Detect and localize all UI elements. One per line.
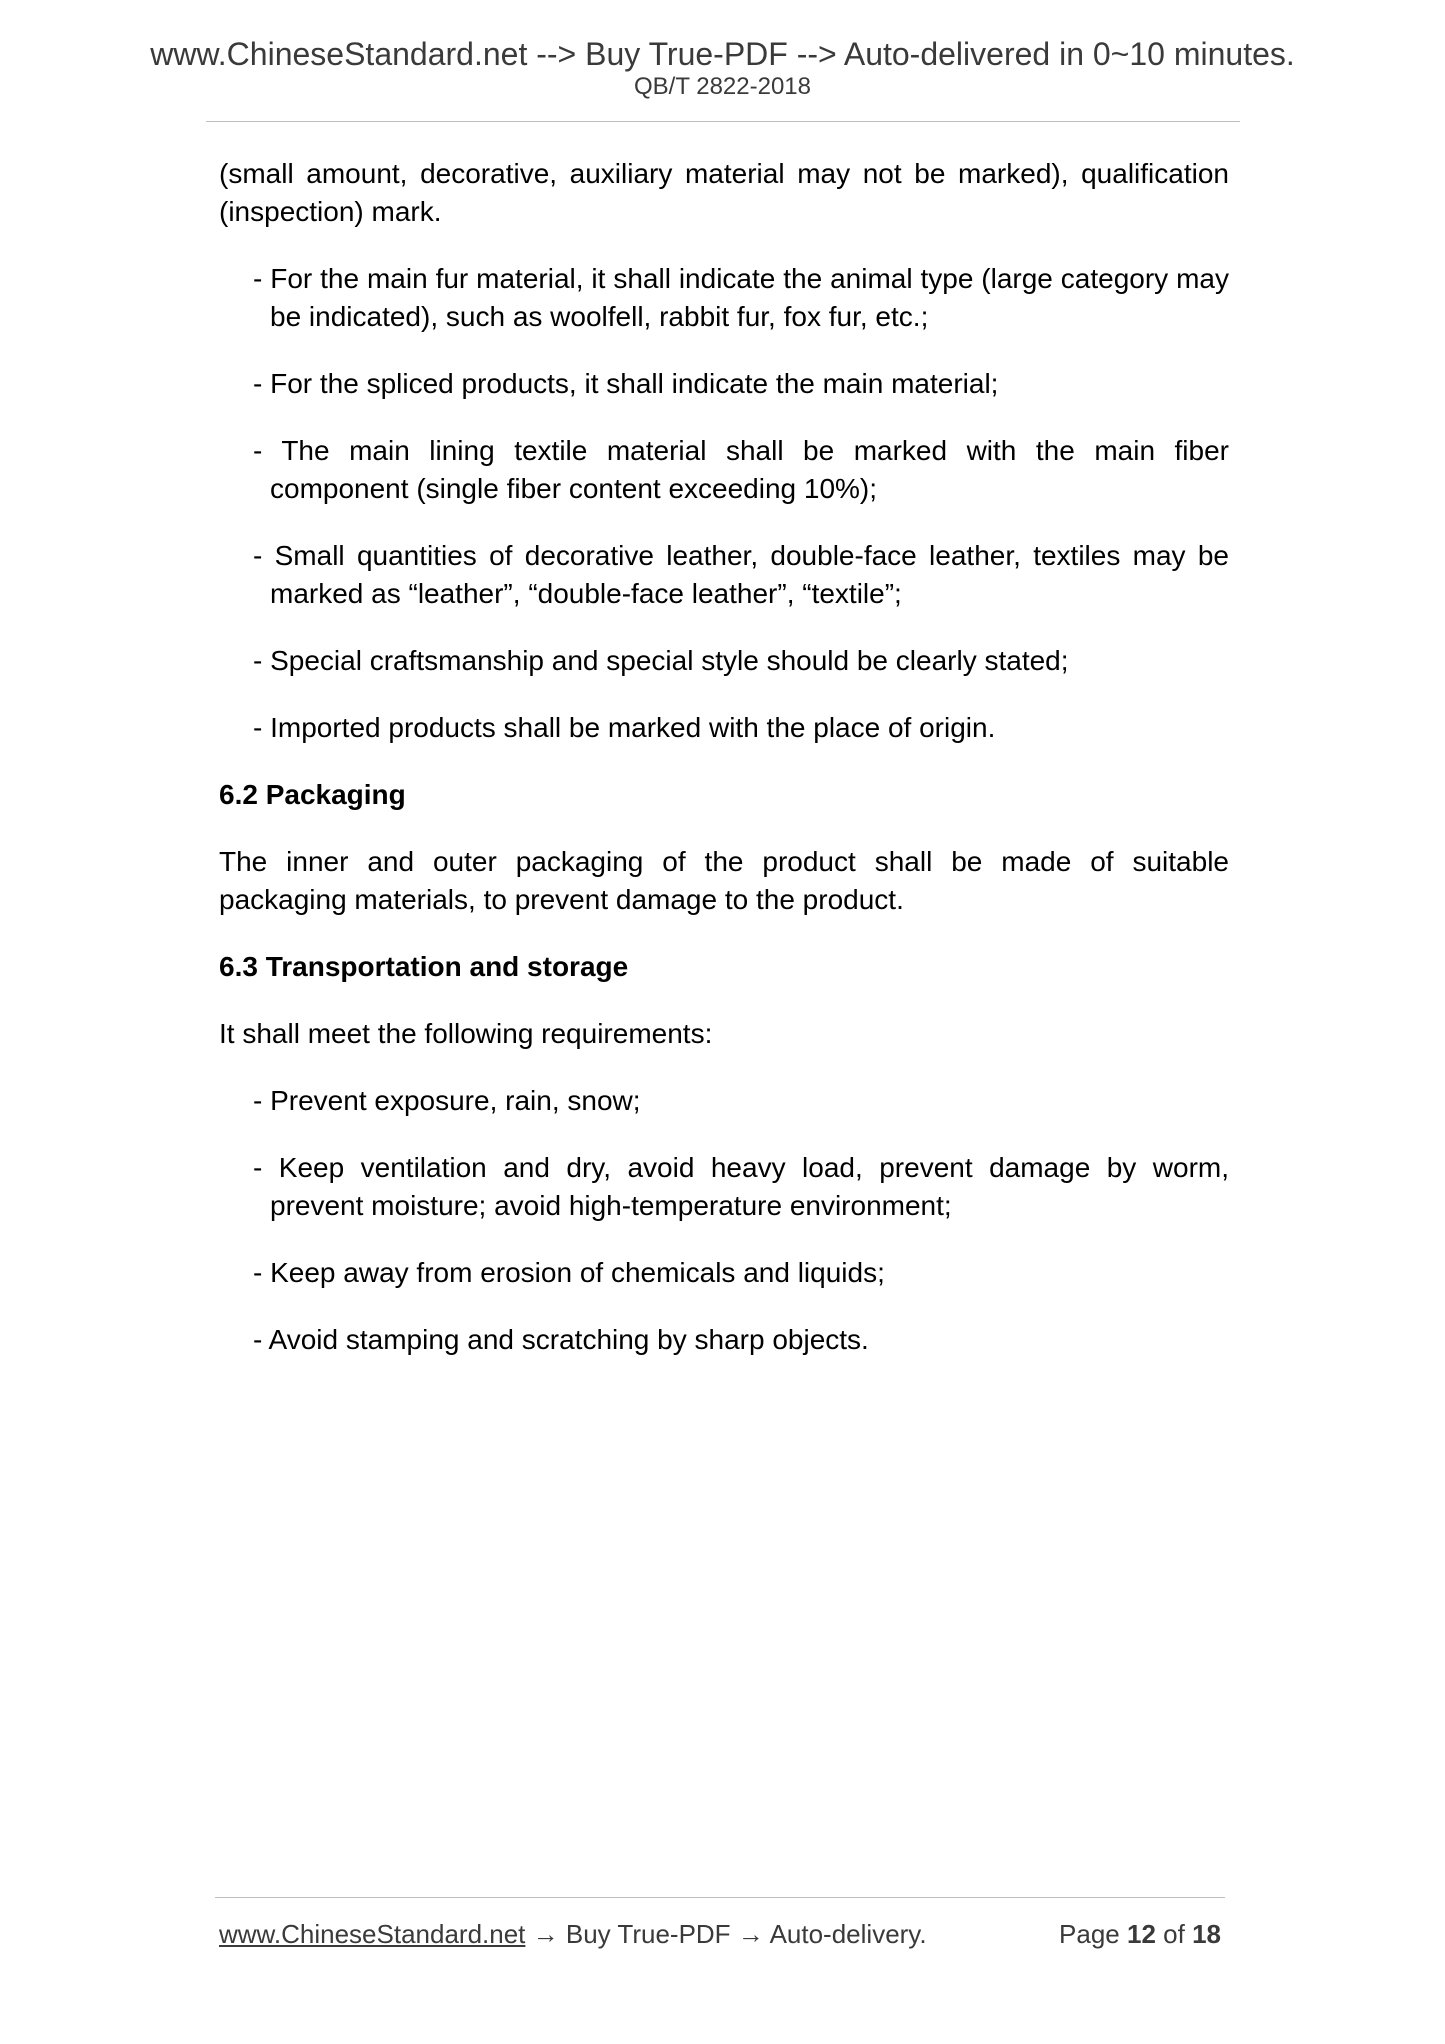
list-item: - Keep away from erosion of chemicals and liquids; <box>253 1257 885 1288</box>
of-label: of <box>1163 1919 1185 1949</box>
header-divider <box>206 121 1240 122</box>
list-item: - Avoid stamping and scratching by sharp objects. <box>253 1324 869 1355</box>
list-item: - Keep ventilation and dry, avoid heavy load, prevent damage by worm, prevent moisture; avoid high-temperature environment; <box>253 1152 1229 1221</box>
transport-intro: It shall meet the following requirements: <box>219 1018 713 1049</box>
list-item: - The main lining textile material shall be marked with the main fiber component (single fiber content exceeding 10%); <box>253 435 1229 504</box>
packaging-paragraph: The inner and outer packaging of the product shall be made of suitable packaging materials, to prevent damage to the product. <box>219 846 1229 915</box>
list-item: - Imported products shall be marked with the place of origin. <box>253 712 996 743</box>
page-number: 12 <box>1127 1919 1156 1949</box>
page-label: Page <box>1059 1919 1120 1949</box>
list-item: - Special craftsmanship and special style should be clearly stated; <box>253 645 1069 676</box>
section-heading-transport: 6.3 Transportation and storage <box>219 951 629 982</box>
list-item: - Small quantities of decorative leather, double-face leather, textiles may be marked as “leather”, “double-face leather”, “textile”; <box>253 540 1229 609</box>
top-banner: www.ChineseStandard.net --> Buy True-PDF --> Auto-delivered in 0~10 minutes. <box>150 36 1295 72</box>
page-footer <box>219 1918 1221 1950</box>
list-item: - For the spliced products, it shall indicate the main material; <box>253 368 999 399</box>
total-pages: 18 <box>1192 1919 1221 1949</box>
footer-tagline: → Buy True-PDF → Auto-delivery. <box>525 1919 927 1949</box>
page-content <box>219 155 1229 1388</box>
list-item: - Prevent exposure, rain, snow; <box>253 1085 641 1116</box>
page-indicator <box>1059 1918 1221 1950</box>
footer-divider <box>215 1897 1225 1898</box>
intro-paragraph: (small amount, decorative, auxiliary material may not be marked), qualification (inspection) mark. <box>219 158 1229 227</box>
list-item: - For the main fur material, it shall indicate the animal type (large category may be indicated), such as woolfell, rabbit fur, fox fur, etc.; <box>253 263 1229 332</box>
standard-code: QB/T 2822-2018 <box>633 73 811 100</box>
footer-site-link[interactable]: www.ChineseStandard.net <box>219 1919 526 1949</box>
section-heading-packaging: 6.2 Packaging <box>219 779 406 810</box>
